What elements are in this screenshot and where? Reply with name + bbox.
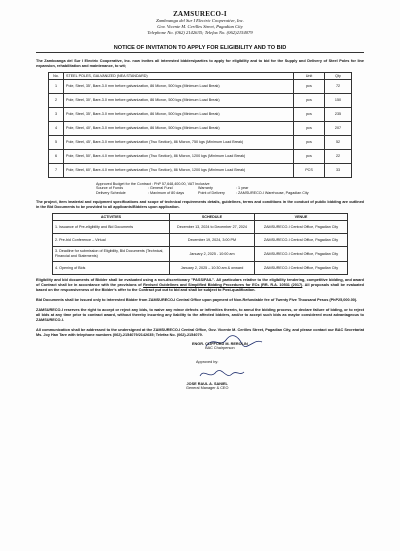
- funds-label: Source of Funds: [96, 186, 124, 191]
- item-qty: 22: [325, 149, 352, 163]
- general-manager-role: General Manager & CEO: [186, 386, 229, 391]
- signature-block: [36, 338, 364, 398]
- item-qty: 72: [325, 79, 352, 93]
- schedule-activity: 2. Pre-bid Conference – Virtual: [53, 233, 170, 246]
- item-unit: pcs: [294, 107, 325, 121]
- table-row: [49, 163, 352, 177]
- table-row: [53, 261, 348, 274]
- item-qty: 33: [325, 163, 352, 177]
- delivery-line: [96, 191, 364, 196]
- item-desc: Pole, Steel, 30', Bare-3.0 mm before galvanization, 86 Micron, 500 kgs (Minimum Load Break): [64, 93, 294, 107]
- item-no: 1: [49, 79, 64, 93]
- items-header-no: No.: [49, 73, 64, 80]
- warranty-value: : 1 year: [236, 186, 249, 191]
- item-desc: Pole, Steel, 45', Bare-3.0 mm before galvanization (Two Section), 86 Micron, 750 kgs (Minimum Load Break): [64, 135, 294, 149]
- schedule-header-schedule: SCHEDULE: [170, 214, 255, 221]
- letterhead: [36, 10, 364, 36]
- delivery-label: Delivery Schedule: [96, 190, 126, 195]
- warranty-label: Warranty: [198, 186, 213, 191]
- item-unit: pcs: [294, 149, 325, 163]
- table-row: [53, 246, 348, 261]
- delivery-value: : Maximum of 80 days: [148, 190, 185, 195]
- table-row: [49, 135, 352, 149]
- schedule-venue: ZAMSURECO-I Central Office, Pagadian City: [255, 261, 348, 274]
- item-desc: Pole, Steel, 35', Bare-3.0 mm before galvanization, 86 Micron, 500 kgs (Minimum Load Break): [64, 107, 294, 121]
- schedule-header-activities: ACTIVITIES: [53, 214, 170, 221]
- funds-value: : General Fund: [148, 186, 173, 191]
- org-line-3: Telephone No. (062) 2142635; Telefax No. (062)2154079: [147, 30, 253, 35]
- eligibility-text-2: . All proposals shall be evaluated based on the responsiveness of the Bidder's offer to the Contract put out to bid and shall be subject to Post-qualification.: [36, 282, 364, 292]
- item-unit: pcs: [294, 93, 325, 107]
- item-qty: 150: [325, 93, 352, 107]
- general-manager-block: [186, 382, 228, 391]
- table-row: [53, 220, 348, 233]
- pod-value: : ZAMSURECO-I Warehouse, Pagadian City: [236, 190, 309, 195]
- item-desc: Pole, Steel, 40', Bare-3.0 mm before galvanization, 86 Micron, 500 kgs (Minimum Load Break): [64, 121, 294, 135]
- intro-paragraph: The Zamboanga del Sur I Electric Cooperative, Inc. now invites all interested bidders/parties to apply for eligibility and to bid for the Supply and Delivery of Steel Poles for line expansion, rehabilitation and maintenance, to wit;: [36, 59, 364, 68]
- project-paragraph: The project, item /material and equipment specifications and scope of technical requirements details, guidelines, terms and conditions in the conduct of public bidding are outlined in the Bid Documents to be provided to all applicants/Bidders upon application.: [36, 200, 364, 210]
- schedule-activity: 1. Issuance of Pre-eligibility and Bid Documents: [53, 220, 170, 233]
- approved-by-label: Approved by:: [196, 359, 219, 364]
- contract-details: [96, 182, 364, 196]
- item-unit: pcs: [294, 121, 325, 135]
- item-qty: 235: [325, 107, 352, 121]
- item-no: 7: [49, 163, 64, 177]
- schedule-venue: ZAMSURECO-I Central Office, Pagadian City: [255, 220, 348, 233]
- item-unit: pcs: [294, 135, 325, 149]
- item-desc: Pole, Steel, 60', Bare-4.0 mm before galvanization (Two Section), 86 Micron, 1200 kgs (Minimum Load Break): [64, 163, 294, 177]
- contact-paragraph: All communication shall be addressed to the undersigned at the ZAMSURECO-I Central Office, Gov. Vicente M. Cerilles Street, Pagadian City, and please contact our BAC Secretariat Ms. Joy Han Tare with telephone numbers (062)-2154079/2142635; Telefax No. (062)-2154079.: [36, 327, 364, 337]
- item-desc: Pole, Steel, 35', Bare-3.0 mm before galvanization, 86 Micron, 500 kgs (Minimum Load Break): [64, 79, 294, 93]
- schedule-venue: ZAMSURECO-I Central Office, Pagadian City: [255, 246, 348, 261]
- fee-paragraph: Bid Documents shall be issued only to interested Bidder from ZAMSURECO-I Central Office upon payment of Non-Refundable fee of Twenty Five Thousand Pesos (PhP25,000.00).: [36, 297, 358, 302]
- items-table: [48, 72, 352, 178]
- table-row: [53, 233, 348, 246]
- title-divider: [36, 52, 364, 53]
- bac-chairperson-name: ENGR. CLIFFORD M. REROLIN: [192, 341, 248, 346]
- eligibility-paragraph: [36, 278, 364, 293]
- table-row: [49, 79, 352, 93]
- item-no: 2: [49, 93, 64, 107]
- schedule-date: January 2, 2025 – 10:30 am & onward: [170, 261, 255, 274]
- approved-budget: Approved Budget for the Contract : PhP 57,648,400.00, VAT Inclusive: [96, 181, 210, 186]
- table-row: [49, 121, 352, 135]
- org-line-2: Gov. Vicente M. Cerilles Street, Pagadian City: [157, 24, 243, 29]
- items-header-qty: Qty: [325, 73, 352, 80]
- item-desc: Pole, Steel, 50', Bare-4.0 mm before galvanization (Two Section), 86 Micron, 1200 kgs (Minimum Load Break): [64, 149, 294, 163]
- reserve-paragraph: ZAMSURECO-I reserves the right to accept or reject any bids, to waive any minor defects or infirmities therein, to annul the bidding process, or declare failure of biding, or to reject all bids at any time prior to contract award, without thereby incurring any liability to the affected bidders, and/or to accept such bids as maybe considered most advantageous to ZAMSURECO-I.: [36, 307, 364, 322]
- schedule-date: January 2, 2025 - 10:00 am: [170, 246, 255, 261]
- item-unit: pcs: [294, 79, 325, 93]
- bac-chairperson-role: BAC Chairperson: [205, 346, 235, 351]
- item-qty: 207: [325, 121, 352, 135]
- item-no: 3: [49, 107, 64, 121]
- notice-title: NOTICE OF INVITATION TO APPLY FOR ELIGIBILITY AND TO BID: [113, 45, 287, 51]
- table-row: [49, 107, 352, 121]
- signature-mark-2: [196, 366, 246, 382]
- bac-chairperson-block: [192, 342, 248, 351]
- item-qty: 52: [325, 135, 352, 149]
- schedule-header-venue: VENUE: [255, 214, 348, 221]
- item-no: 5: [49, 135, 64, 149]
- table-row: [49, 149, 352, 163]
- schedule-table: [52, 213, 348, 275]
- item-unit: PCS: [294, 163, 325, 177]
- item-no: 4: [49, 121, 64, 135]
- pod-label: Point of Delivery: [198, 190, 225, 195]
- schedule-venue: ZAMSURECO-I Central Office, Pagadian City: [255, 233, 348, 246]
- schedule-activity: 4. Opening of Bids: [53, 261, 170, 274]
- schedule-activity: 3. Deadline for submission of Eligibility, Bid Documents (Technical, Financial and Statements): [53, 246, 170, 261]
- general-manager-name: JOSE RAUL A. SANIEL: [186, 381, 228, 386]
- schedule-date: December 13, 2024 to December 27, 2024: [170, 220, 255, 233]
- items-header-desc: STEEL POLES, GALVANIZED (NEA STANDARD): [64, 73, 294, 80]
- eligibility-text-1: Eligibility and bid documents of Bidder shall be evaluated using a non-discretionary "PASS/FAIL". All particulars relative to the eligibility tendering, competitive bidding, and award of Contract shall be in accordance with the provisions of: [36, 277, 364, 287]
- item-no: 6: [49, 149, 64, 163]
- eligibility-guidelines-ref: Revised Guidelines and Simplified Bidding Procedures for ECs (RR- R.A. 10531 (2017): [143, 282, 303, 287]
- org-line-1: Zamboanga del Sur I Electric Cooperative, Inc.: [156, 18, 244, 23]
- items-header-unit: Unit: [294, 73, 325, 80]
- table-row: [49, 93, 352, 107]
- schedule-date: December 19, 2024, 3:00 PM: [170, 233, 255, 246]
- org-name: ZAMSURECO-I: [173, 10, 227, 18]
